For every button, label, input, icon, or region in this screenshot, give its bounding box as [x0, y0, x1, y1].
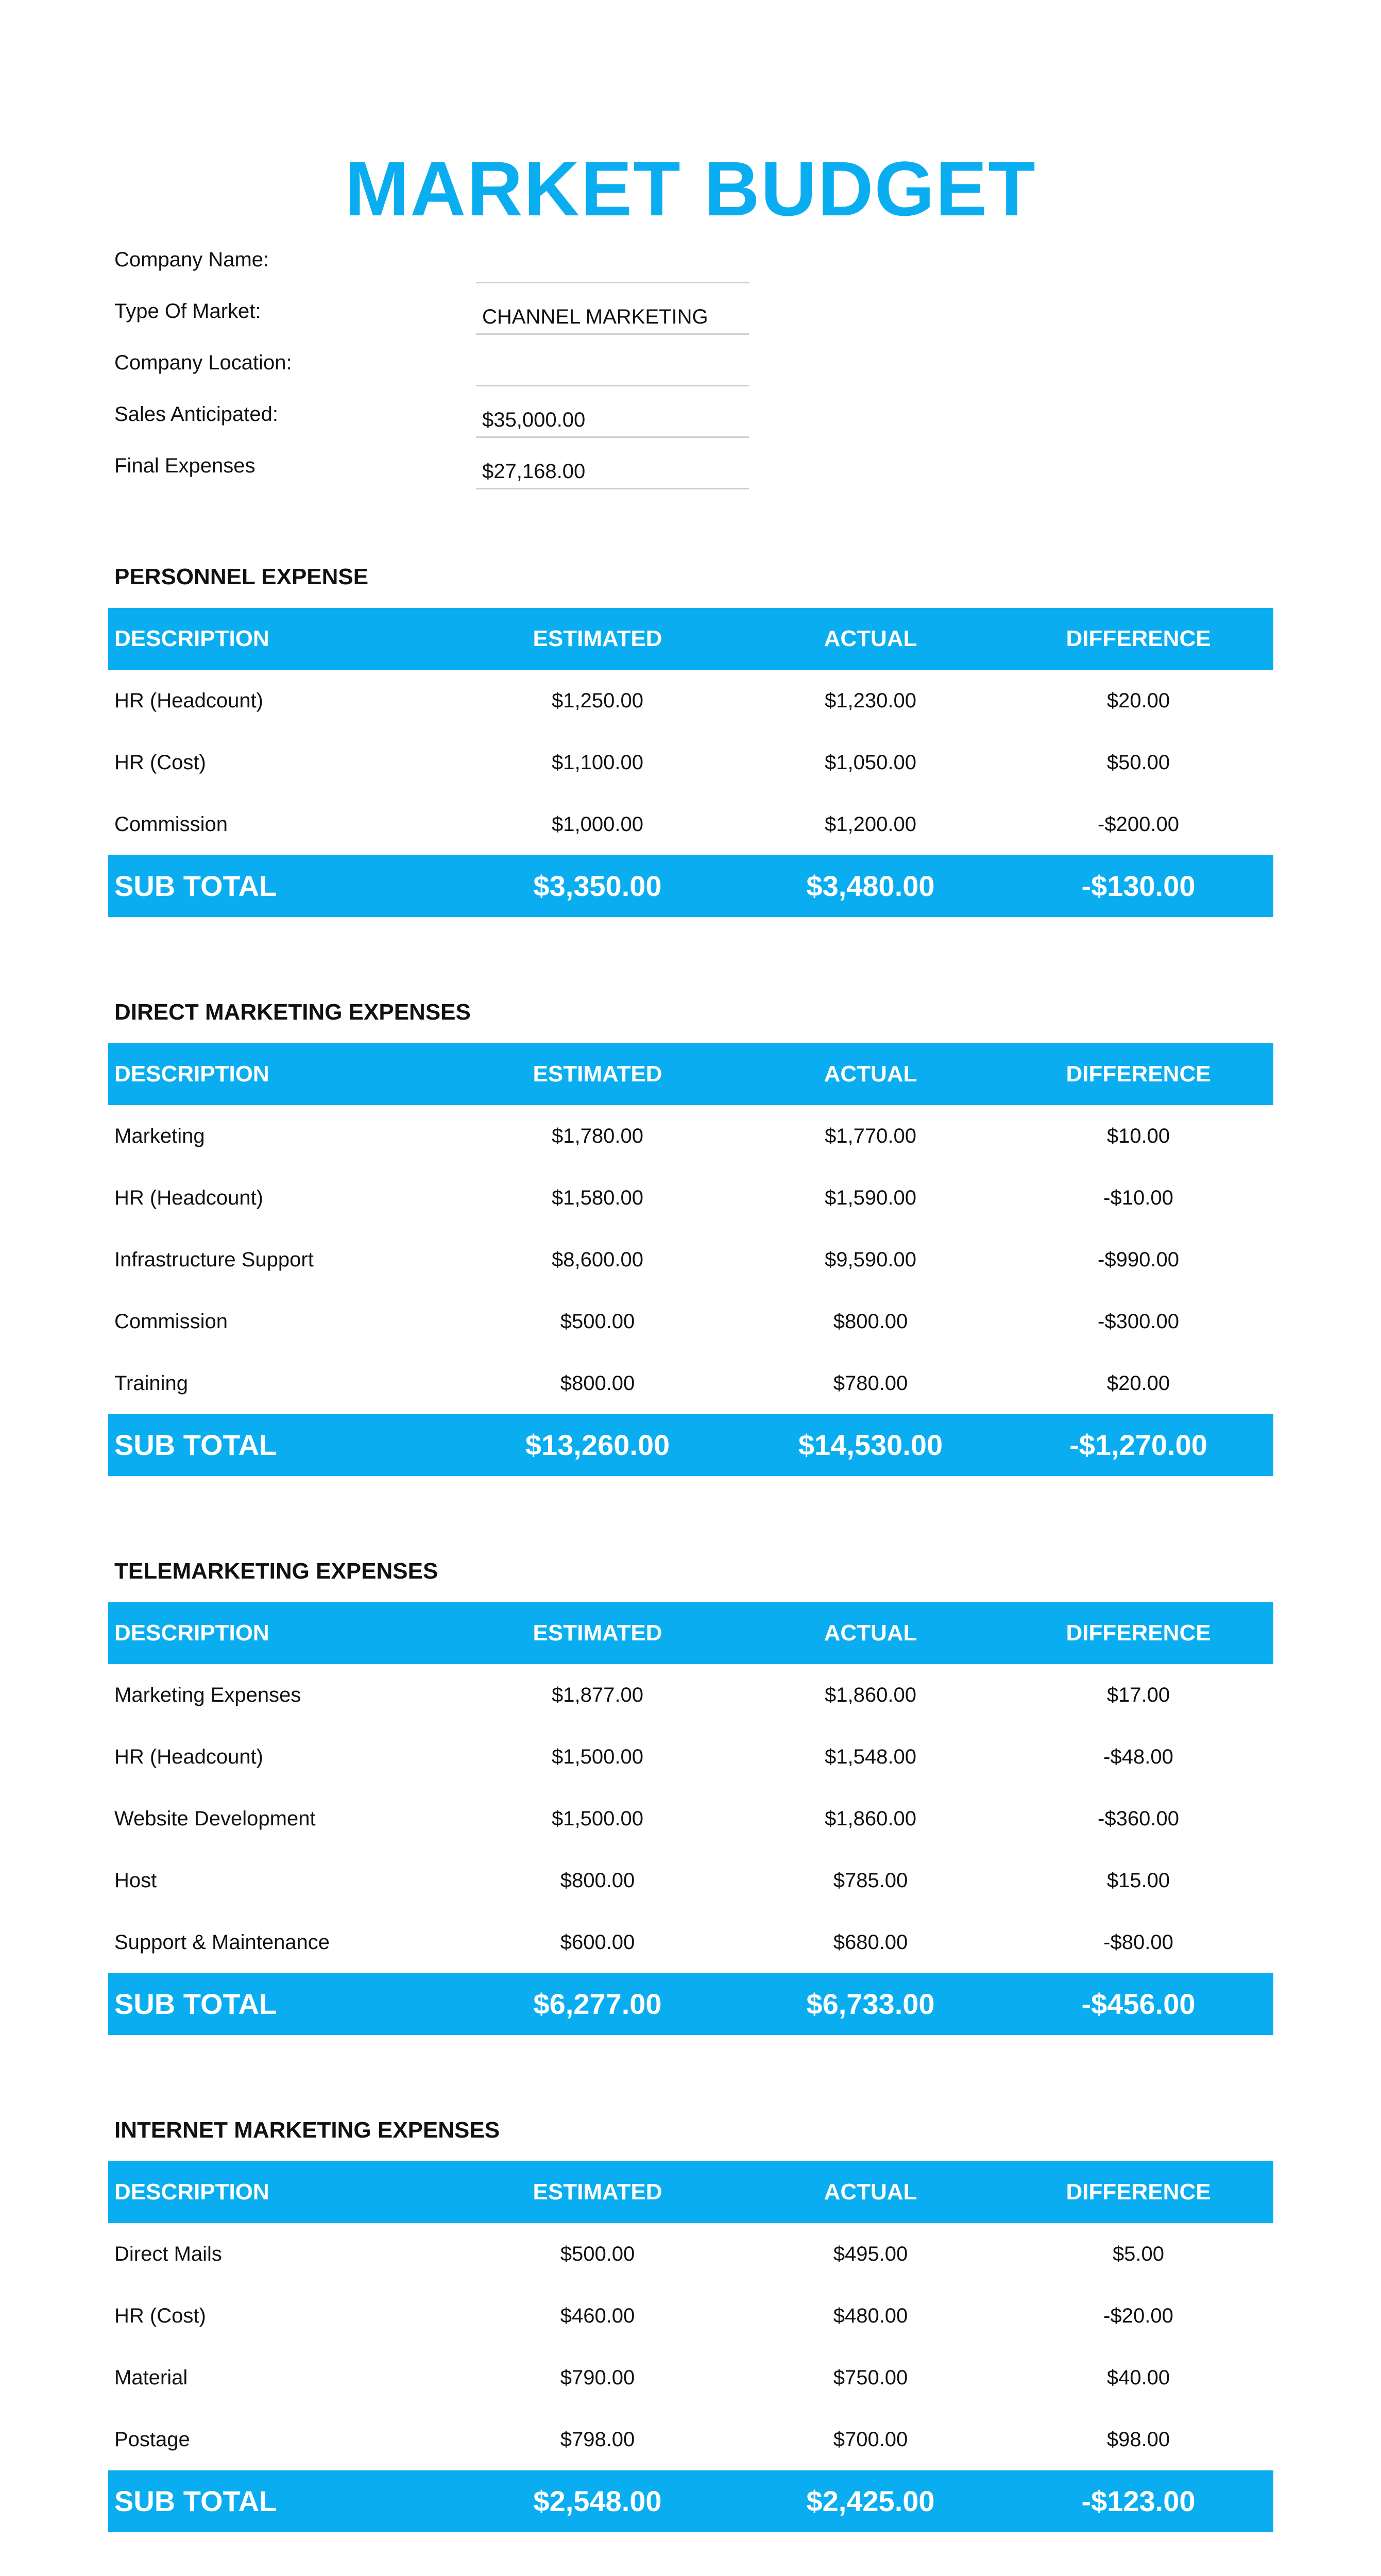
info-value-field[interactable] — [476, 335, 749, 386]
row-actual: $1,230.00 — [825, 689, 916, 712]
subtotal-estimated: $6,277.00 — [533, 1988, 662, 2020]
row-estimated: $8,600.00 — [552, 1248, 643, 1271]
row-difference: $98.00 — [1106, 2428, 1170, 2451]
row-difference: $40.00 — [1106, 2366, 1170, 2389]
row-estimated: $1,500.00 — [552, 1807, 643, 1830]
row-description: Website Development — [114, 1807, 316, 1830]
subtotal-row — [108, 2470, 1273, 2532]
row-estimated: $460.00 — [560, 2304, 635, 2327]
header-actual: ACTUAL — [824, 1620, 917, 1646]
row-difference: -$300.00 — [1098, 1310, 1179, 1333]
subtotal-difference: -$123.00 — [1081, 2485, 1196, 2517]
subtotal-label: SUB TOTAL — [114, 1429, 277, 1461]
table-row — [108, 1911, 1273, 1973]
table-row — [108, 2409, 1273, 2470]
row-estimated: $600.00 — [560, 1931, 635, 1954]
row-description: Direct Mails — [114, 2243, 222, 2265]
row-description: Infrastructure Support — [114, 1248, 314, 1271]
info-value-field[interactable] — [476, 232, 749, 283]
info-label: Company Location: — [114, 351, 292, 374]
info-value-field[interactable]: CHANNEL MARKETING — [476, 283, 749, 335]
subtotal-difference: -$1,270.00 — [1069, 1429, 1207, 1461]
subtotal-difference: -$130.00 — [1081, 870, 1196, 902]
header-difference: DIFFERENCE — [1066, 626, 1211, 651]
page-title: MARKET BUDGET — [345, 145, 1036, 232]
row-difference: $5.00 — [1112, 2243, 1165, 2265]
header-estimated: ESTIMATED — [533, 2179, 662, 2205]
row-difference: $17.00 — [1106, 1684, 1170, 1706]
subtotal-actual: $3,480.00 — [806, 870, 935, 902]
row-estimated: $500.00 — [560, 1310, 635, 1333]
row-difference: $50.00 — [1106, 751, 1170, 774]
row-description: Material — [114, 2366, 188, 2389]
row-actual: $1,770.00 — [825, 1125, 916, 1147]
row-description: Marketing — [114, 1125, 205, 1147]
row-actual: $1,860.00 — [825, 1807, 916, 1830]
row-actual: $785.00 — [833, 1869, 908, 1892]
row-description: HR (Cost) — [114, 2304, 206, 2327]
table-row — [108, 2223, 1273, 2285]
row-difference: -$20.00 — [1103, 2304, 1173, 2327]
subtotal-actual: $14,530.00 — [798, 1429, 943, 1461]
subtotal-difference: -$456.00 — [1081, 1988, 1196, 2020]
header-difference: DIFFERENCE — [1066, 2179, 1211, 2205]
row-description: HR (Headcount) — [114, 1745, 264, 1768]
header-actual: ACTUAL — [824, 2179, 917, 2205]
row-estimated: $1,500.00 — [552, 1745, 643, 1768]
table-row — [108, 1726, 1273, 1788]
row-description: Host — [114, 1869, 157, 1892]
info-label: Type Of Market: — [114, 300, 261, 323]
table-row — [108, 1664, 1273, 1726]
table-row — [108, 1788, 1273, 1850]
header-description: DESCRIPTION — [114, 2179, 269, 2205]
table-row — [108, 732, 1273, 793]
row-actual: $780.00 — [833, 1372, 908, 1395]
subtotal-label: SUB TOTAL — [114, 2485, 277, 2517]
table-row — [108, 1105, 1273, 1167]
row-estimated: $1,877.00 — [552, 1684, 643, 1706]
row-estimated: $800.00 — [560, 1372, 635, 1395]
row-estimated: $1,250.00 — [552, 689, 643, 712]
table-row — [108, 1229, 1273, 1291]
row-difference: -$48.00 — [1103, 1745, 1173, 1768]
row-actual: $9,590.00 — [825, 1248, 916, 1271]
row-actual: $1,860.00 — [825, 1684, 916, 1706]
row-estimated: $1,580.00 — [552, 1187, 643, 1209]
table-row — [108, 1352, 1273, 1414]
section-title: DIRECT MARKETING EXPENSES — [114, 999, 471, 1025]
row-description: Marketing Expenses — [114, 1684, 301, 1706]
header-estimated: ESTIMATED — [533, 1061, 662, 1087]
row-difference: -$360.00 — [1098, 1807, 1179, 1830]
expense-table — [108, 1602, 1273, 2035]
row-difference: -$80.00 — [1103, 1931, 1173, 1954]
row-description: HR (Headcount) — [114, 1187, 264, 1209]
subtotal-actual: $2,425.00 — [806, 2485, 935, 2517]
row-actual: $495.00 — [833, 2243, 908, 2265]
row-description: Training — [114, 1372, 189, 1395]
header-actual: ACTUAL — [824, 626, 917, 651]
table-header — [108, 2161, 1273, 2223]
section-title: INTERNET MARKETING EXPENSES — [114, 2117, 500, 2143]
row-difference: -$10.00 — [1103, 1187, 1173, 1209]
table-header — [108, 1602, 1273, 1664]
header-description: DESCRIPTION — [114, 1620, 269, 1646]
row-difference: $20.00 — [1106, 689, 1170, 712]
row-actual: $1,200.00 — [825, 813, 916, 836]
info-label: Final Expenses — [114, 454, 255, 477]
row-actual: $480.00 — [833, 2304, 908, 2327]
table-header — [108, 608, 1273, 670]
table-row — [108, 1291, 1273, 1352]
table-row — [108, 1167, 1273, 1229]
row-difference: $10.00 — [1106, 1125, 1170, 1147]
row-actual: $1,590.00 — [825, 1187, 916, 1209]
row-description: Commission — [114, 813, 228, 836]
info-row — [114, 232, 753, 283]
info-row — [114, 335, 753, 386]
row-actual: $1,050.00 — [825, 751, 916, 774]
info-value-field[interactable]: $35,000.00 — [476, 386, 749, 438]
table-row — [108, 670, 1273, 732]
header-difference: DIFFERENCE — [1066, 1061, 1211, 1087]
header-estimated: ESTIMATED — [533, 1620, 662, 1646]
header-description: DESCRIPTION — [114, 626, 269, 651]
row-actual: $750.00 — [833, 2366, 908, 2389]
row-description: Support & Maintenance — [114, 1931, 330, 1954]
row-actual: $700.00 — [833, 2428, 908, 2451]
section-title: PERSONNEL EXPENSE — [114, 564, 369, 589]
table-row — [108, 1850, 1273, 1911]
subtotal-estimated: $3,350.00 — [533, 870, 662, 902]
row-estimated: $800.00 — [560, 1869, 635, 1892]
subtotal-label: SUB TOTAL — [114, 1988, 277, 2020]
row-description: Commission — [114, 1310, 228, 1333]
info-label: Sales Anticipated: — [114, 403, 278, 426]
subtotal-row — [108, 1414, 1273, 1476]
row-estimated: $798.00 — [560, 2428, 635, 2451]
header-estimated: ESTIMATED — [533, 626, 662, 651]
row-difference: -$990.00 — [1098, 1248, 1179, 1271]
info-row — [114, 283, 753, 335]
subtotal-label: SUB TOTAL — [114, 870, 277, 902]
row-difference: -$200.00 — [1098, 813, 1179, 836]
table-row — [108, 2347, 1273, 2409]
row-description: HR (Cost) — [114, 751, 206, 774]
header-description: DESCRIPTION — [114, 1061, 269, 1087]
expense-table — [108, 2161, 1273, 2532]
table-row — [108, 793, 1273, 855]
row-estimated: $1,100.00 — [552, 751, 643, 774]
subtotal-actual: $6,733.00 — [806, 1988, 935, 2020]
section-title: TELEMARKETING EXPENSES — [114, 1558, 438, 1584]
row-difference: $20.00 — [1106, 1372, 1170, 1395]
row-actual: $800.00 — [833, 1310, 908, 1333]
expense-table — [108, 1043, 1273, 1476]
row-estimated: $500.00 — [560, 2243, 635, 2265]
row-description: HR (Headcount) — [114, 689, 264, 712]
expense-table — [108, 608, 1273, 917]
row-difference: $15.00 — [1106, 1869, 1170, 1892]
subtotal-row — [108, 855, 1273, 917]
subtotal-row — [108, 1973, 1273, 2035]
row-actual: $1,548.00 — [825, 1745, 916, 1768]
row-estimated: $790.00 — [560, 2366, 635, 2389]
row-description: Postage — [114, 2428, 190, 2451]
header-actual: ACTUAL — [824, 1061, 917, 1087]
row-estimated: $1,780.00 — [552, 1125, 643, 1147]
row-estimated: $1,000.00 — [552, 813, 643, 836]
subtotal-estimated: $13,260.00 — [525, 1429, 670, 1461]
info-row — [114, 386, 753, 438]
info-label: Company Name: — [114, 248, 269, 271]
info-value-field[interactable]: $27,168.00 — [476, 438, 749, 489]
table-header — [108, 1043, 1273, 1105]
table-row — [108, 2285, 1273, 2347]
subtotal-estimated: $2,548.00 — [533, 2485, 662, 2517]
info-row — [114, 438, 753, 489]
row-actual: $680.00 — [833, 1931, 908, 1954]
header-difference: DIFFERENCE — [1066, 1620, 1211, 1646]
